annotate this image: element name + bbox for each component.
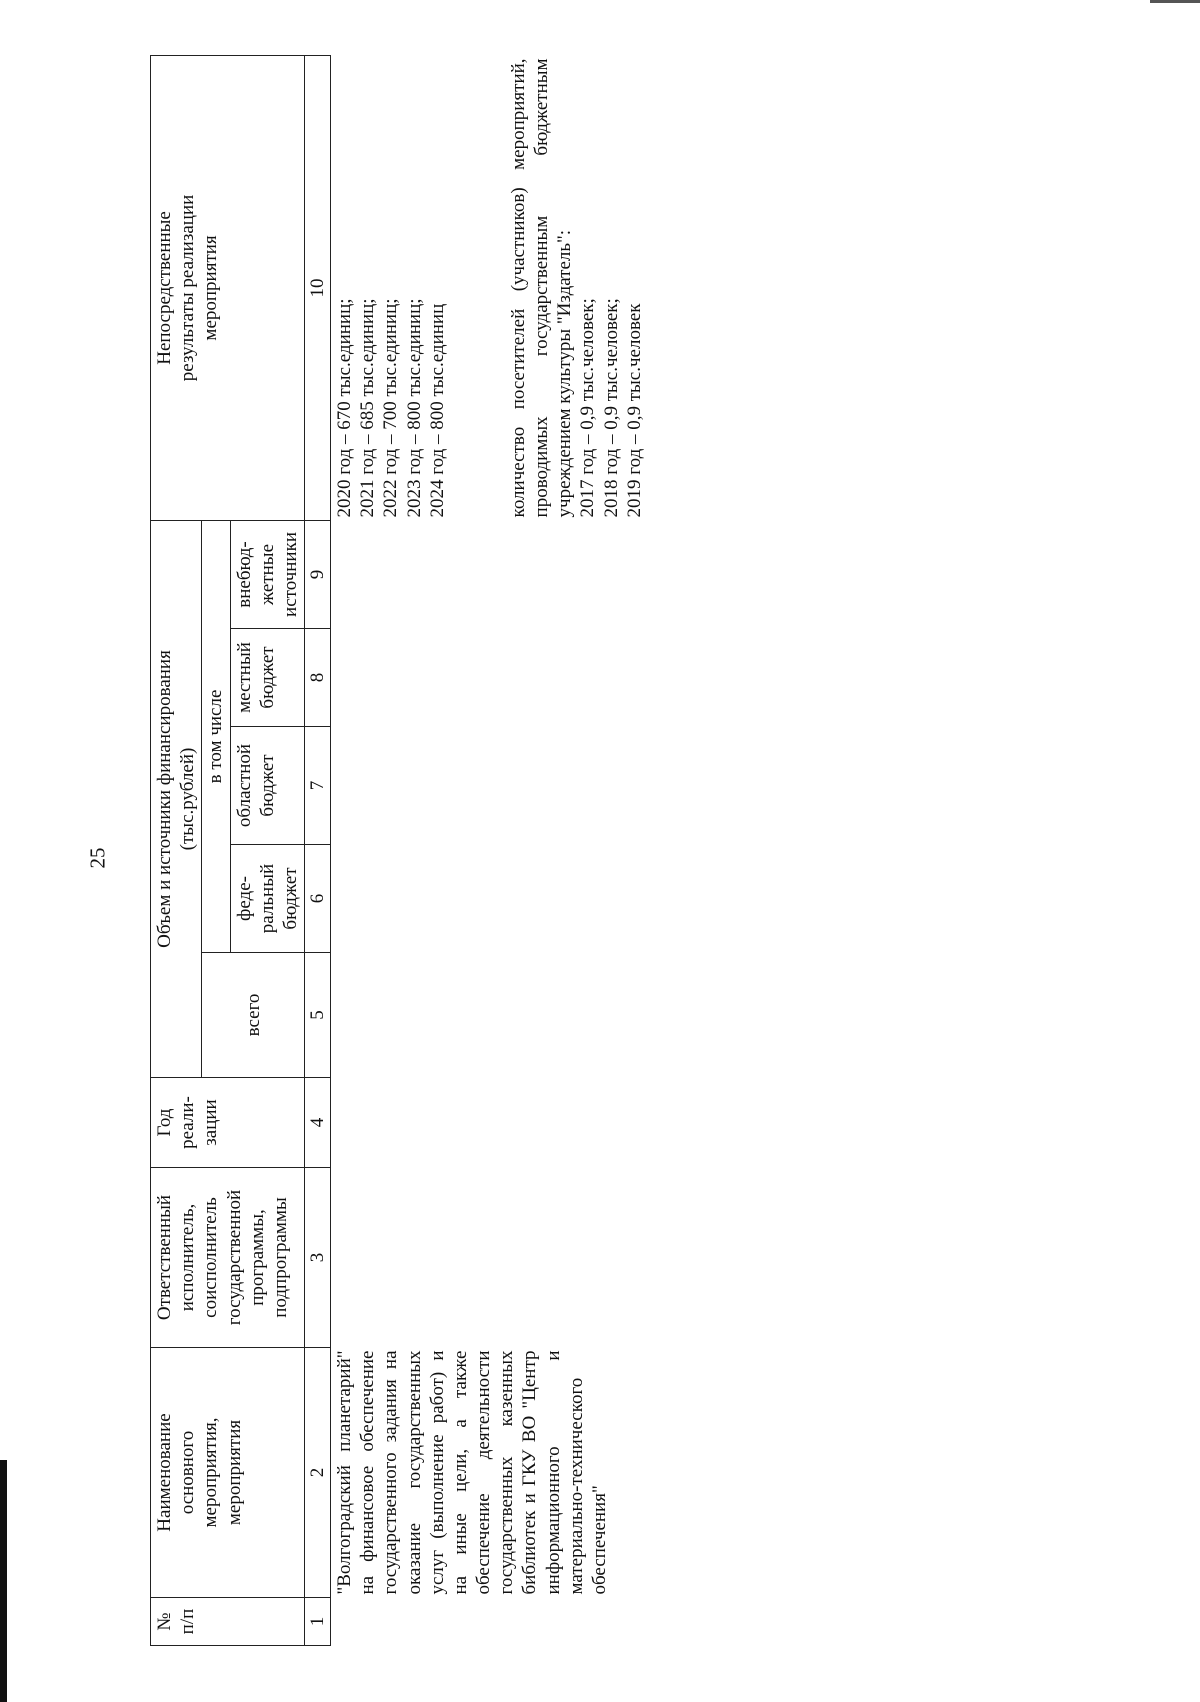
column-number: 4 (305, 1078, 331, 1168)
result-item: 2022 год – 700 тыс.единиц; (380, 298, 402, 518)
rotated-table-wrapper (150, 56, 1030, 1646)
column-number: 1 (305, 1598, 331, 1646)
header-year: Год реали- зации (151, 1078, 305, 1168)
executor-cell (331, 1168, 648, 1348)
page-number: 25 (85, 847, 110, 869)
result-intro: количество посетителей (участников) мероприятий, проводимых государственным бюджетным учреждением культуры "Издатель": (507, 58, 576, 518)
column-number: 5 (305, 953, 331, 1078)
header-extrabudget: внебюд- жетные источники (230, 520, 305, 628)
result-item: 2019 год – 0,9 тыс.человек (623, 303, 645, 518)
federal-cell (331, 845, 648, 953)
header-regional-budget: областной бюджет (230, 727, 305, 845)
measure-name-cell: "Волгоградский планетарий" на финансовое обеспечение государственного задания на оказание государственных услуг (выполнение работ) и на иные цели, а также обеспечение деятельности государственных казенных библиотек и ГКУ ВО "Центр информационного и материально-технического обеспечения" (331, 1348, 648, 1598)
scan-edge-shadow (0, 1460, 7, 1702)
column-number: 2 (305, 1348, 331, 1598)
result-item: 2023 год – 800 тыс.единиц; (403, 298, 425, 518)
extrabudget-cell (331, 520, 648, 628)
spacer (449, 58, 507, 517)
result-item: 2024 год – 800 тыс.единиц (426, 303, 448, 518)
column-number: 10 (305, 55, 331, 520)
row-number-cell (331, 1598, 648, 1646)
table-row (331, 55, 648, 1645)
header-federal-budget: феде- ральный бюджет (230, 845, 305, 953)
header-local-budget: местный бюджет (230, 629, 305, 727)
column-number: 3 (305, 1168, 331, 1348)
column-number: 7 (305, 727, 331, 845)
local-cell (331, 629, 648, 727)
column-number: 9 (305, 520, 331, 628)
header-measure-name: Наименование основного мероприятия, мероприятия (151, 1348, 305, 1598)
column-number: 6 (305, 845, 331, 953)
program-measures-table (150, 55, 648, 1646)
scan-edge-mark (1150, 0, 1200, 3)
result-item: 2021 год – 685 тыс.единиц; (357, 298, 379, 518)
result-item: 2017 год – 0,9 тыс.человек; (577, 298, 599, 518)
header-funding-group: Объем и источники финансирования (тыс.рублей) (151, 520, 202, 1077)
header-executor: Ответственный исполнитель, соисполнитель государственной программы, подпрограммы (151, 1168, 305, 1348)
column-number: 8 (305, 629, 331, 727)
regional-cell (331, 727, 648, 845)
results-cell (331, 55, 648, 520)
year-cell (331, 1078, 648, 1168)
total-cell (331, 953, 648, 1078)
result-item: 2020 год – 670 тыс.единиц; (334, 298, 356, 518)
result-item: 2018 год – 0,9 тыс.человек; (600, 298, 622, 518)
header-including: в том числе (202, 520, 230, 952)
header-number: № п/п (151, 1598, 305, 1646)
header-results: Непосредственные результаты реализации мероприятия (151, 55, 305, 520)
header-total: всего (202, 953, 305, 1078)
